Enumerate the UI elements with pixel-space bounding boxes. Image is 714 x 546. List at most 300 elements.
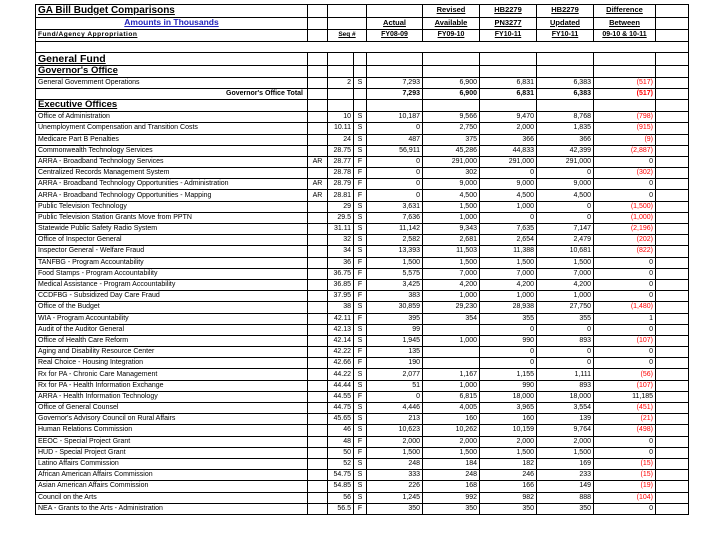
value-cell: (21) [594, 414, 656, 425]
table-row [36, 358, 689, 369]
value-cell: (56) [594, 369, 656, 380]
value-cell: 1,500 [480, 447, 537, 458]
state-federal-flag: S [354, 425, 367, 436]
col-label-between: Between [594, 17, 656, 29]
empty-cell [656, 235, 689, 246]
value-cell: 7,293 [367, 77, 423, 88]
value-cell: (107) [594, 380, 656, 391]
table-header [36, 5, 689, 42]
value-cell [423, 324, 480, 335]
state-federal-flag: S [354, 335, 367, 346]
state-federal-flag: F [354, 313, 367, 324]
value-cell: 5,575 [367, 268, 423, 279]
value-cell: 0 [537, 324, 594, 335]
value-cell: 9,566 [423, 112, 480, 123]
state-federal-flag: F [354, 257, 367, 268]
value-cell: 6,831 [480, 77, 537, 88]
empty-cell [537, 100, 594, 112]
state-federal-flag: S [354, 369, 367, 380]
table-row [36, 447, 689, 458]
value-cell: 7,635 [480, 224, 537, 235]
table-row [36, 470, 689, 481]
value-cell: 0 [594, 436, 656, 447]
value-cell: 2,681 [423, 235, 480, 246]
col-group-hb2279-pn: HB2279 [480, 5, 537, 18]
empty-cell [367, 52, 423, 65]
row-label: ARRA - Broadband Technology Opportunities - Mapping [36, 190, 308, 201]
value-cell: (1,000) [594, 212, 656, 223]
ar-flag [308, 391, 328, 402]
value-cell: 487 [367, 134, 423, 145]
empty-cell [656, 279, 689, 290]
table-row [36, 201, 689, 212]
table-row [36, 291, 689, 302]
subsection-label: Governor's Office [36, 65, 308, 77]
value-cell: 11,388 [480, 246, 537, 257]
seq-number: 38 [328, 302, 354, 313]
seq-number: 10.11 [328, 123, 354, 134]
seq-number: 54.75 [328, 470, 354, 481]
value-cell: 99 [367, 324, 423, 335]
value-cell: 2,000 [480, 436, 537, 447]
state-federal-flag: F [354, 168, 367, 179]
col-group-difference: Difference [594, 5, 656, 18]
fy0910-header: FY09-10 [423, 29, 480, 41]
value-cell: 350 [367, 503, 423, 514]
value-cell: 0 [594, 179, 656, 190]
state-federal-flag: S [354, 403, 367, 414]
value-cell: 0 [480, 212, 537, 223]
state-federal-flag: F [354, 358, 367, 369]
value-cell: 0 [537, 212, 594, 223]
state-federal-flag: S [354, 380, 367, 391]
col-group-actual [367, 5, 423, 18]
empty-cell [354, 65, 367, 77]
value-cell: 182 [480, 458, 537, 469]
value-cell: 1,500 [423, 201, 480, 212]
empty-cell [354, 100, 367, 112]
value-cell: 4,500 [537, 190, 594, 201]
state-federal-flag: F [354, 347, 367, 358]
value-cell: 0 [537, 347, 594, 358]
value-cell: 992 [423, 492, 480, 503]
value-cell: 395 [367, 313, 423, 324]
empty-cell [656, 324, 689, 335]
table-row [36, 77, 689, 88]
value-cell: 1,500 [537, 447, 594, 458]
empty-cell [308, 88, 328, 99]
empty-cell [656, 246, 689, 257]
seq-number: 28.79 [328, 179, 354, 190]
seq-number: 56.5 [328, 503, 354, 514]
seq-number: 42.66 [328, 358, 354, 369]
seq-number: 54.85 [328, 481, 354, 492]
seq-number: 45.65 [328, 414, 354, 425]
state-federal-flag: S [354, 414, 367, 425]
value-cell: 1,000 [423, 291, 480, 302]
header-empty-cell [656, 5, 689, 18]
value-cell: 0 [367, 190, 423, 201]
header-row-1 [36, 5, 689, 18]
seq-number: 31.11 [328, 224, 354, 235]
value-cell: 4,500 [480, 190, 537, 201]
empty-cell [656, 313, 689, 324]
fy0809-header: FY08-09 [367, 29, 423, 41]
value-cell: 0 [594, 279, 656, 290]
value-cell: 190 [367, 358, 423, 369]
state-federal-flag: S [354, 246, 367, 257]
empty-cell [656, 168, 689, 179]
table-row [36, 224, 689, 235]
row-label: Governor's Advisory Council on Rural Affairs [36, 414, 308, 425]
empty-cell [656, 403, 689, 414]
empty-cell [656, 123, 689, 134]
seq-number: 44.22 [328, 369, 354, 380]
value-cell: 0 [594, 324, 656, 335]
value-cell: 7,147 [537, 224, 594, 235]
empty-cell [656, 88, 689, 99]
value-cell: (915) [594, 123, 656, 134]
state-federal-flag: S [354, 324, 367, 335]
state-federal-flag: F [354, 503, 367, 514]
subsection-label: Executive Offices [36, 100, 308, 112]
seq-number: 44.75 [328, 403, 354, 414]
seq-number: 34 [328, 246, 354, 257]
col-label-updated: Updated [537, 17, 594, 29]
value-cell: 10,262 [423, 425, 480, 436]
col-group-revised: Revised [423, 5, 480, 18]
empty-cell [656, 257, 689, 268]
value-cell: 1,155 [480, 369, 537, 380]
value-cell: 169 [537, 458, 594, 469]
value-cell: 4,446 [367, 403, 423, 414]
value-cell: 166 [480, 481, 537, 492]
value-cell: 9,470 [480, 112, 537, 123]
row-label: Office of Administration [36, 112, 308, 123]
value-cell: 18,000 [480, 391, 537, 402]
empty-cell [480, 65, 537, 77]
table-row [36, 324, 689, 335]
ar-flag [308, 201, 328, 212]
empty-cell [656, 224, 689, 235]
value-cell: 0 [367, 179, 423, 190]
value-cell: 1,500 [537, 257, 594, 268]
value-cell: 0 [537, 168, 594, 179]
value-cell: 213 [367, 414, 423, 425]
value-cell: 2,000 [480, 123, 537, 134]
fund-agency-column-header: Fund/Agency Appropriation [36, 29, 308, 41]
value-cell: 1,000 [423, 212, 480, 223]
value-cell: 56,911 [367, 145, 423, 156]
value-cell: (1,480) [594, 302, 656, 313]
table-row [36, 458, 689, 469]
table-row [36, 503, 689, 514]
empty-cell [594, 52, 656, 65]
seq-number: 2 [328, 77, 354, 88]
row-label: WIA - Program Accountability [36, 313, 308, 324]
empty-cell [308, 65, 328, 77]
state-federal-flag: S [354, 123, 367, 134]
subsection-row [36, 100, 689, 112]
value-cell: 3,554 [537, 403, 594, 414]
table-row [36, 313, 689, 324]
value-cell: 226 [367, 481, 423, 492]
empty-cell [656, 470, 689, 481]
value-cell: 1,500 [367, 447, 423, 458]
state-federal-flag: F [354, 190, 367, 201]
value-cell: 0 [480, 324, 537, 335]
table-row [36, 347, 689, 358]
value-cell: 11,185 [594, 391, 656, 402]
empty-cell [480, 100, 537, 112]
empty-cell [328, 100, 354, 112]
table-row [36, 168, 689, 179]
header-empty-cell [328, 17, 367, 29]
value-cell: 6,900 [423, 77, 480, 88]
value-cell: 184 [423, 458, 480, 469]
state-federal-flag: S [354, 235, 367, 246]
state-federal-flag: S [354, 224, 367, 235]
row-label: TANFBG - Program Accountability [36, 257, 308, 268]
table-row [36, 481, 689, 492]
empty-cell [656, 156, 689, 167]
ar-flag [308, 436, 328, 447]
ar-flag [308, 481, 328, 492]
seq-number: 10 [328, 112, 354, 123]
value-cell: 1,835 [537, 123, 594, 134]
row-label: Medical Assistance - Program Accountability [36, 279, 308, 290]
ar-flag [308, 458, 328, 469]
row-label: ARRA - Broadband Technology Opportunities - Administration [36, 179, 308, 190]
empty-cell [423, 52, 480, 65]
empty-cell [656, 190, 689, 201]
empty-cell [656, 358, 689, 369]
ar-flag [308, 279, 328, 290]
empty-cell [656, 145, 689, 156]
ar-flag [308, 369, 328, 380]
empty-cell [594, 65, 656, 77]
empty-cell [656, 100, 689, 112]
value-cell: 990 [480, 380, 537, 391]
row-label: Unemployment Compensation and Transition Costs [36, 123, 308, 134]
state-federal-flag: F [354, 447, 367, 458]
value-cell: 291,000 [423, 156, 480, 167]
empty-cell [656, 302, 689, 313]
seq-number: 42.22 [328, 347, 354, 358]
ar-flag [308, 503, 328, 514]
seq-number: 48 [328, 436, 354, 447]
ar-flag [308, 268, 328, 279]
empty-cell [367, 65, 423, 77]
ar-flag [308, 470, 328, 481]
row-label: Office of the Budget [36, 302, 308, 313]
value-cell: 6,383 [537, 77, 594, 88]
seq-number: 42.11 [328, 313, 354, 324]
row-label: Rx for PA - Health Information Exchange [36, 380, 308, 391]
value-cell: 0 [594, 190, 656, 201]
ar-flag [308, 145, 328, 156]
value-cell: 8,768 [537, 112, 594, 123]
row-label: Aging and Disability Resource Center [36, 347, 308, 358]
seq-number: 29.5 [328, 212, 354, 223]
ar-flag [308, 134, 328, 145]
row-label: HUD - Special Project Grant [36, 447, 308, 458]
value-cell: 366 [537, 134, 594, 145]
total-value-cell: 6,383 [537, 88, 594, 99]
total-value-cell: 6,831 [480, 88, 537, 99]
value-cell: 168 [423, 481, 480, 492]
row-label: Office of Health Care Reform [36, 335, 308, 346]
value-cell: 18,000 [537, 391, 594, 402]
col-label-actual: Actual [367, 17, 423, 29]
row-label: Medicare Part B Penalties [36, 134, 308, 145]
value-cell: 1,500 [423, 447, 480, 458]
value-cell: (104) [594, 492, 656, 503]
state-federal-flag: F [354, 279, 367, 290]
value-cell: 42,399 [537, 145, 594, 156]
value-cell: 233 [537, 470, 594, 481]
value-cell: 135 [367, 347, 423, 358]
header-empty-cell [656, 29, 689, 41]
table-row [36, 145, 689, 156]
ar-flag: AR [308, 179, 328, 190]
table-row [36, 257, 689, 268]
value-cell: 9,343 [423, 224, 480, 235]
row-label: Office of Inspector General [36, 235, 308, 246]
state-federal-flag: F [354, 291, 367, 302]
value-cell: 0 [537, 358, 594, 369]
value-cell: 0 [367, 391, 423, 402]
value-cell: 355 [480, 313, 537, 324]
state-federal-flag: S [354, 201, 367, 212]
seq-number: 37.95 [328, 291, 354, 302]
total-row [36, 88, 689, 99]
value-cell: 1,000 [423, 335, 480, 346]
value-cell: (451) [594, 403, 656, 414]
ar-flag [308, 77, 328, 88]
value-cell: 366 [480, 134, 537, 145]
section-label: General Fund [36, 52, 308, 65]
row-label: ARRA - Health Information Technology [36, 391, 308, 402]
empty-cell [656, 481, 689, 492]
state-federal-flag: S [354, 134, 367, 145]
table-row [36, 156, 689, 167]
value-cell: 0 [537, 201, 594, 212]
empty-cell [656, 201, 689, 212]
value-cell: 0 [367, 156, 423, 167]
value-cell: 11,142 [367, 224, 423, 235]
value-cell: (822) [594, 246, 656, 257]
empty-cell [656, 65, 689, 77]
value-cell: 248 [423, 470, 480, 481]
table-row [36, 380, 689, 391]
seq-number: 42.13 [328, 324, 354, 335]
ar-flag [308, 302, 328, 313]
empty-cell [354, 88, 367, 99]
value-cell: 0 [594, 447, 656, 458]
value-cell: (1,500) [594, 201, 656, 212]
value-cell: 246 [480, 470, 537, 481]
value-cell: 355 [537, 313, 594, 324]
value-cell: 2,479 [537, 235, 594, 246]
value-cell: 333 [367, 470, 423, 481]
value-cell: 291,000 [480, 156, 537, 167]
value-cell: 2,582 [367, 235, 423, 246]
diff-range-header: 09-10 & 10-11 [594, 29, 656, 41]
table-row [36, 492, 689, 503]
value-cell: 0 [480, 358, 537, 369]
col-group-hb2279-upd: HB2279 [537, 5, 594, 18]
row-label: Council on the Arts [36, 492, 308, 503]
table-row [36, 235, 689, 246]
seq-number: 36.85 [328, 279, 354, 290]
value-cell: 990 [480, 335, 537, 346]
row-label: Audit of the Auditor General [36, 324, 308, 335]
empty-cell [656, 436, 689, 447]
empty-cell [656, 268, 689, 279]
table-row [36, 391, 689, 402]
seq-number: 44.44 [328, 380, 354, 391]
state-federal-flag: S [354, 112, 367, 123]
value-cell: 1,167 [423, 369, 480, 380]
row-label: EEOC - Special Project Grant [36, 436, 308, 447]
row-label: Statewide Public Safety Radio System [36, 224, 308, 235]
value-cell: 27,750 [537, 302, 594, 313]
header-empty-cell [308, 5, 328, 18]
value-cell: (517) [594, 77, 656, 88]
table-row [36, 246, 689, 257]
ar-flag [308, 246, 328, 257]
ar-flag [308, 425, 328, 436]
value-cell: 1,945 [367, 335, 423, 346]
value-cell: 1,000 [480, 291, 537, 302]
value-cell: 350 [537, 503, 594, 514]
value-cell: 888 [537, 492, 594, 503]
value-cell: (19) [594, 481, 656, 492]
spacer-row [36, 41, 689, 52]
value-cell: 10,681 [537, 246, 594, 257]
table-row [36, 190, 689, 201]
empty-cell [367, 100, 423, 112]
row-label: Commonwealth Technology Services [36, 145, 308, 156]
value-cell: 7,000 [480, 268, 537, 279]
value-cell: 1,111 [537, 369, 594, 380]
empty-cell [308, 100, 328, 112]
value-cell: 2,000 [367, 436, 423, 447]
table-row [36, 436, 689, 447]
ar-flag: AR [308, 156, 328, 167]
value-cell: 0 [367, 123, 423, 134]
seq-number: 29 [328, 201, 354, 212]
state-federal-flag: F [354, 179, 367, 190]
state-federal-flag: S [354, 492, 367, 503]
state-federal-flag: F [354, 268, 367, 279]
seq-number: 36 [328, 257, 354, 268]
value-cell: 1,500 [367, 257, 423, 268]
row-label: CCDFBG - Subsidized Day Care Fraud [36, 291, 308, 302]
ar-flag [308, 358, 328, 369]
table-row [36, 369, 689, 380]
value-cell: 139 [537, 414, 594, 425]
value-cell: 10,187 [367, 112, 423, 123]
value-cell: (202) [594, 235, 656, 246]
value-cell: (15) [594, 470, 656, 481]
empty-cell [480, 52, 537, 65]
state-federal-flag: S [354, 212, 367, 223]
header-empty-cell [328, 5, 367, 18]
fy1011-upd-header: FY10-11 [537, 29, 594, 41]
section-row [36, 52, 689, 65]
